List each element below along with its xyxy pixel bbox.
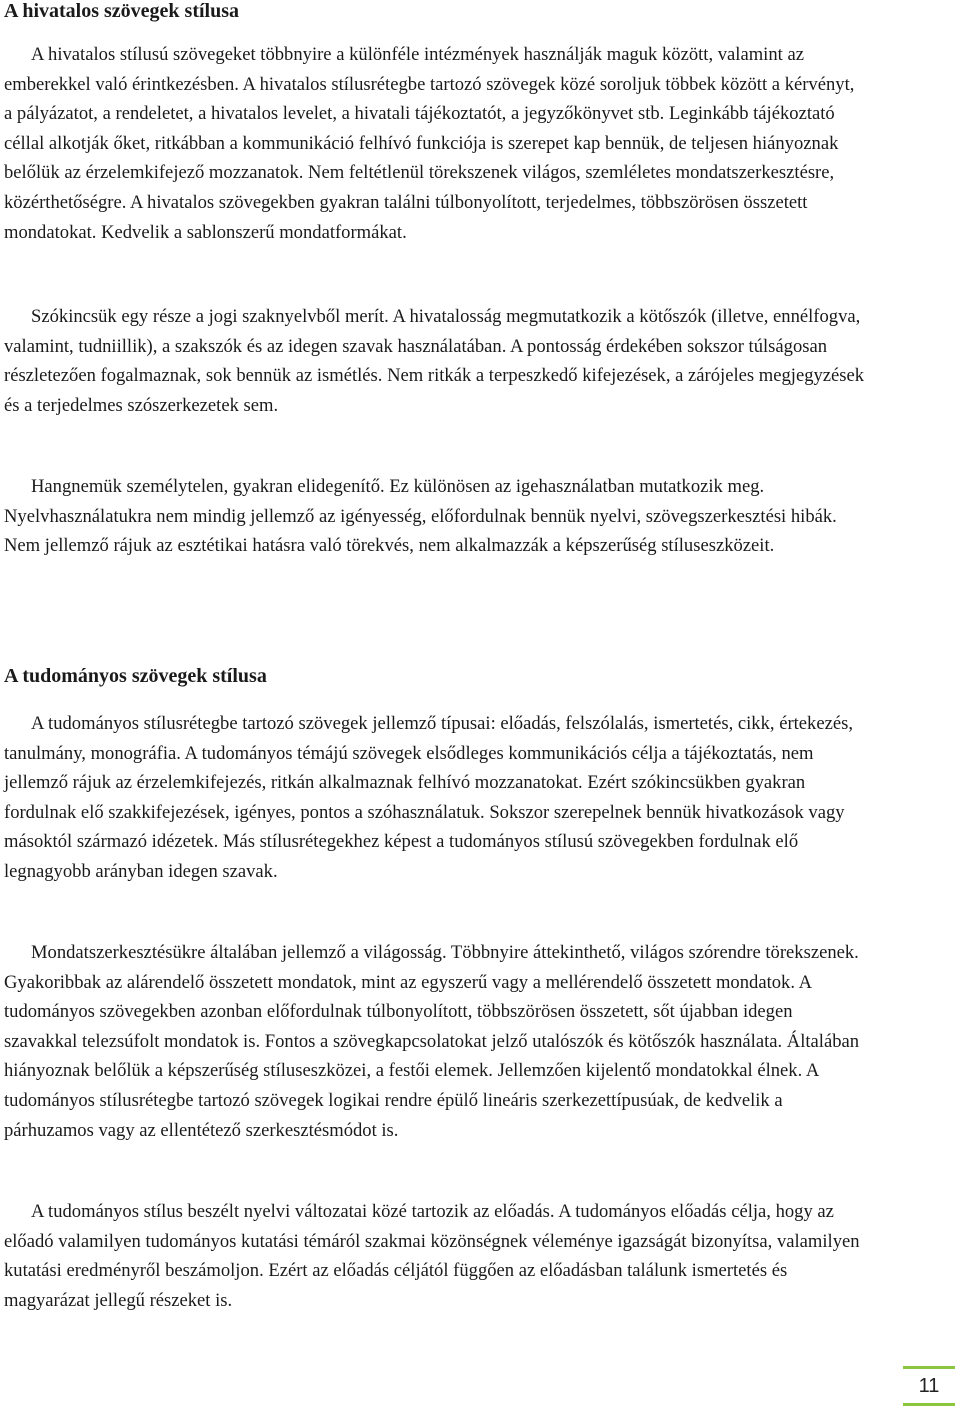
paragraph: Szókincsük egy része a jogi szaknyelvből merít. A hivatalosság megmutatkozik a kötőszók (illetve, ennélfogva, valamint, tudniillik), a szakszók és az idegen szavak használatában. A pontosság érdekében sokszor túlságosan részletezően fogalmaznak, sok bennük az ismétlés. Nem ritkák a terpeszkedő kifejezések, a zárójeles megjegyzések és a terjedelmes szószerkezetek sem.	[4, 306, 865, 416]
paragraph: A hivatalos stílusú szövegeket többnyire a különféle intézmények használják maguk között, valamint az emberekkel való érintkezésben. A hivatalos stílusrétegbe tartozó szövegek közé soroljuk többek között a kérvényt, a pályázatot, a rendeletet, a hivatalos levelet, a hivatali tájékoztatót, a jegyzőkönyvet stb. Leginkább tájékoztató céllal alkotják őket, ritkábban a kommunikáció felhívó funkciója is szerepet kap bennük, de teljesen hiányoznak belőlük az érzelemkifejező mozzanatok. Nem feltétlenül törekszenek világos, szemléletes mondatszerkesztésre, közérthetőségre. A hivatalos szövegekben gyakran találni túlbonyolított, terjedelmes, többszörösen összetett mondatokat. Kedvelik a sablonszerű mondatformákat.	[4, 44, 855, 243]
paragraph: A tudományos stílusrétegbe tartozó szövegek jellemző típusai: előadás, felszólalás, ismertetés, cikk, értekezés, tanulmány, monográfia. A tudományos témájú szövegek elsődleges kommunikációs célja a tájékoztatás, nem jellemző rájuk az érzelemkifejezés, ritkán alkalmaznak felhívó mozzanatokat. Ezért szókincsükben gyakran fordulnak elő szakkifejezések, igényes, pontos a szóhasználatuk. Sokszor szerepelnek bennük hivatkozások vagy másoktól származó idézetek. Más stílusrétegekhez képest a tudományos stílusú szövegekben fordulnak elő legnagyobb arányban idegen szavak.	[4, 713, 853, 882]
paragraph: A tudományos stílus beszélt nyelvi változatai közé tartozik az előadás. A tudományos előadás célja, hogy az előadó valamilyen tudományos kutatási témáról szakmai közönségnek véleménye igazságát bizonyítsa, valamilyen kutatási eredményről beszámoljon. Ezért az előadás céljától függően az előadásban találunk ismertetés és magyarázat jellegű részeket is.	[4, 1201, 860, 1311]
page-number: 11	[918, 1374, 940, 1397]
section-title-tudomanyos: A tudományos szövegek stílusa	[4, 665, 267, 687]
paragraph: Hangnemük személytelen, gyakran elidegenítő. Ez különösen az igehasználatban mutatkozik meg. Nyelvhasználatukra nem mindig jellemző az igényesség, előfordulnak bennük nyelvi, szövegszerkesztési hibák. Nem jellemző rájuk az esztétikai hatásra való törekvés, nem alkalmazzák a képszerűség stíluseszközeit.	[4, 476, 837, 557]
page-number-box	[903, 1366, 955, 1406]
section-title-hivatalos: A hivatalos szövegek stílusa	[4, 0, 240, 22]
paragraph: Mondatszerkesztésükre általában jellemző a világosság. Többnyire áttekinthető, világos szórendre törekszenek. Gyakoribbak az alárendelő összetett mondatok, mint az egyszerű vagy a mellérendelő összetett mondatok. A tudományos szövegekben azonban előfordulnak túlbonyolított, többszörösen összetett, sőt újabban idegen szavakkal telezsúfolt mondatok is. Fontos a szövegkapcsolatokat jelző utalószók és kötőszók használata. Általában hiányoznak belőlük a képszerűség stíluseszközei, a festői elemek. Jellemzően kijelentő mondatokkal élnek. A tudományos stílusrétegbe tartozó szövegek logikai rendre épülő lineáris szerkezettípusúak, de kedvelik a párhuzamos vagy az ellentétező szerkesztésmódot is.	[4, 942, 860, 1141]
